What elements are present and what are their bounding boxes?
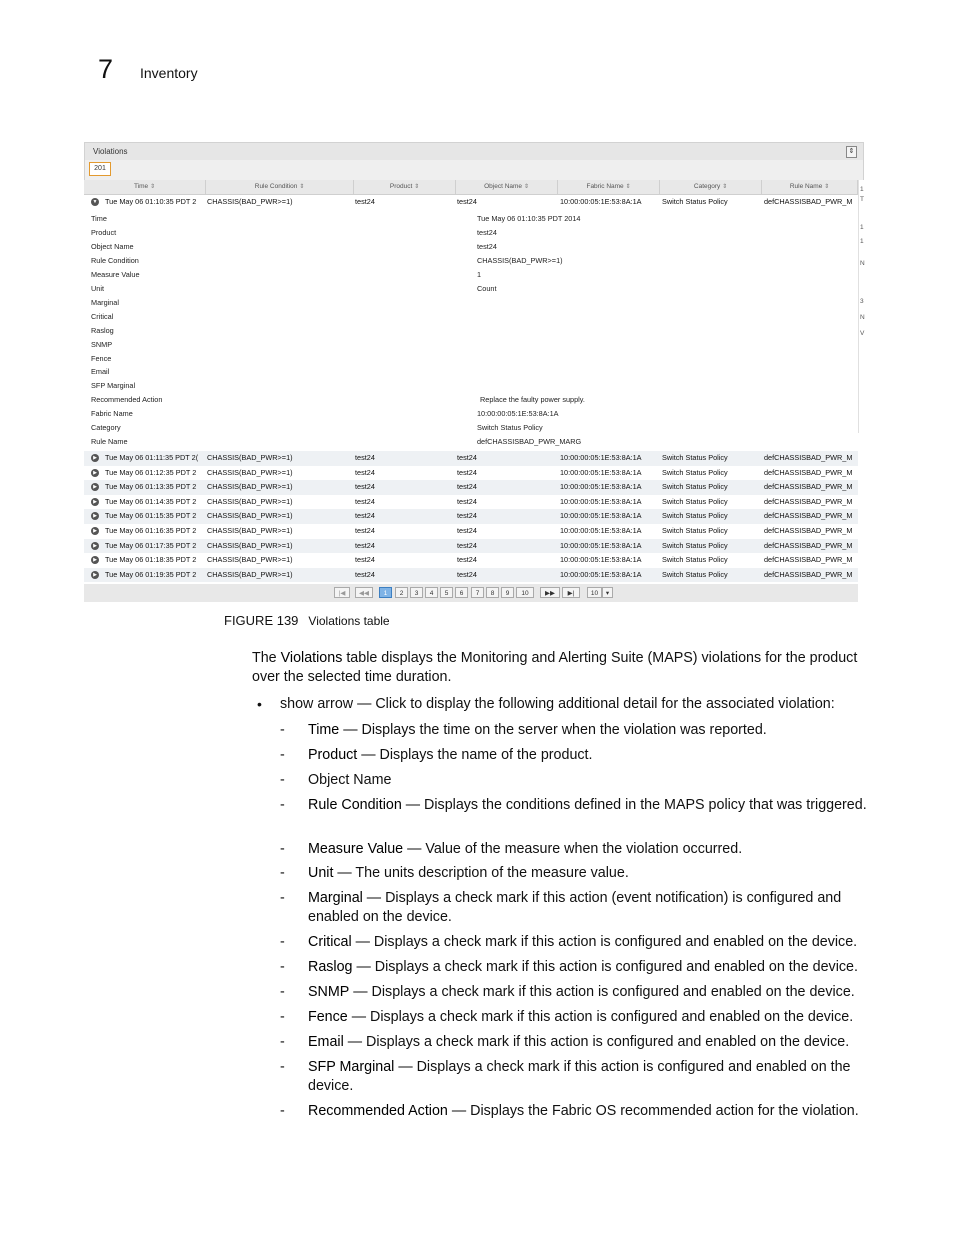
expand-icon[interactable]: ⇕: [846, 146, 857, 158]
item-desc: — Displays a check mark if this action is configured and enabled on the device.: [349, 984, 855, 1000]
detail-value: test24: [477, 227, 497, 237]
dash-marker: -: [280, 841, 285, 857]
cell-rule-condition: CHASSIS(BAD_PWR>=1): [207, 496, 293, 506]
detail-label: Marginal: [91, 297, 119, 307]
page-button-8[interactable]: 8: [486, 587, 499, 598]
item-desc: — Value of the measure when the violation occurred.: [403, 841, 743, 857]
table-header: [84, 180, 858, 195]
column-header-rule-condition[interactable]: [206, 180, 354, 194]
cell-object-name: test24: [457, 197, 477, 206]
item-text: [308, 1008, 876, 1027]
sort-icon[interactable]: ⇕: [824, 184, 830, 190]
item-text: [308, 983, 876, 1002]
dash-marker: -: [280, 797, 285, 813]
cell-fabric-name: 10:00:00:05:1E:53:8A:1A: [560, 526, 642, 535]
cell-product: test24: [355, 453, 375, 462]
last-page-button[interactable]: ▶|: [562, 587, 580, 598]
cell-category: Switch Status Policy: [662, 453, 728, 462]
cell-time: Tue May 06 01:19:35 PDT 2: [105, 569, 197, 579]
cell-rule-condition: CHASSIS(BAD_PWR>=1): [207, 569, 293, 579]
detail-label: Fence: [91, 353, 112, 363]
cell-category: Switch Status Policy: [662, 496, 728, 506]
table-row[interactable]: [84, 568, 858, 583]
show-arrow-icon[interactable]: ▶: [91, 512, 99, 520]
page-button-9[interactable]: 9: [501, 587, 514, 598]
table-row[interactable]: [84, 466, 858, 481]
detail-value: Switch Status Policy: [477, 423, 543, 433]
cell-product: test24: [355, 482, 375, 492]
cell-rule-condition: CHASSIS(BAD_PWR>=1): [207, 511, 293, 521]
dash-marker: -: [280, 1034, 285, 1050]
column-header-rule-name[interactable]: [762, 180, 858, 194]
cell-rule-name: defCHASSISBAD_PWR_M: [764, 555, 853, 565]
dash-marker: -: [280, 747, 285, 763]
page-button-3[interactable]: 3: [410, 587, 423, 598]
bullet-marker: •: [257, 696, 262, 712]
chevron-down-icon[interactable]: ▾: [602, 587, 613, 598]
item-text: [308, 889, 876, 927]
clipped-char: N: [860, 260, 865, 267]
column-label: Object Name: [484, 183, 523, 190]
cell-fabric-name: 10:00:00:05:1E:53:8A:1A: [560, 197, 642, 206]
item-text: [308, 1058, 876, 1096]
clipped-column-strip: [858, 180, 865, 433]
cell-rule-name: defCHASSISBAD_PWR_M: [764, 540, 853, 550]
cell-rule-name: defCHASSISBAD_PWR_M: [764, 526, 853, 535]
detail-label: Critical: [91, 311, 114, 321]
cell-object-name: test24: [457, 555, 477, 565]
cell-category: Switch Status Policy: [662, 526, 728, 535]
violation-count-badge: 201: [89, 162, 111, 176]
clipped-char: 3: [860, 298, 864, 305]
cell-time: Tue May 06 01:14:35 PDT 2: [105, 496, 197, 506]
clipped-char: 1: [860, 224, 864, 231]
intro-term: Violations: [280, 650, 343, 666]
cell-category: Switch Status Policy: [662, 555, 728, 565]
cell-rule-condition: CHASSIS(BAD_PWR>=1): [207, 453, 293, 462]
item-text: [308, 796, 876, 815]
item-term: Fence: [308, 1009, 348, 1025]
sort-icon[interactable]: ⇕: [299, 184, 305, 190]
item-term: Raslog: [308, 959, 353, 975]
cell-category: Switch Status Policy: [662, 467, 728, 477]
cell-product: test24: [355, 467, 375, 477]
item-desc: — Displays a check mark if this action is configured and enabled on the device.: [351, 934, 858, 950]
figure-caption: [224, 613, 390, 628]
sort-icon[interactable]: ⇕: [722, 184, 728, 190]
item-desc: — Displays the time on the server when the violation was reported.: [339, 722, 767, 738]
show-arrow-icon[interactable]: ▶: [91, 454, 99, 462]
detail-label: Email: [91, 367, 110, 377]
detail-label: SFP Marginal: [91, 381, 136, 391]
show-arrow-icon[interactable]: ▶: [91, 556, 99, 564]
cell-category: Switch Status Policy: [662, 197, 728, 206]
column-header-category[interactable]: [660, 180, 762, 194]
panel-titlebar: [84, 142, 864, 161]
item-term: Unit: [308, 865, 334, 881]
cell-rule-condition: CHASSIS(BAD_PWR>=1): [207, 482, 293, 492]
item-text: [308, 840, 876, 859]
cell-time: Tue May 06 01:13:35 PDT 2: [105, 482, 197, 492]
item-term: Time: [308, 722, 340, 738]
sort-icon[interactable]: ⇕: [149, 184, 156, 190]
page-button-5[interactable]: 5: [440, 587, 453, 598]
cell-rule-condition: CHASSIS(BAD_PWR>=1): [207, 526, 293, 535]
item-term: Measure Value: [308, 841, 404, 857]
show-arrow-icon[interactable]: ▶: [91, 483, 99, 491]
page-button-10[interactable]: 10: [516, 587, 534, 598]
cell-rule-condition: CHASSIS(BAD_PWR>=1): [207, 555, 293, 565]
item-desc: — Displays the name of the product.: [357, 747, 593, 763]
detail-label: Object Name: [91, 241, 134, 251]
item-term: Critical: [308, 934, 352, 950]
item-desc: — Displays a check mark if this action is configured and enabled on the device.: [352, 959, 858, 975]
show-arrow-icon[interactable]: ▶: [91, 571, 99, 579]
column-header-product[interactable]: [354, 180, 456, 194]
detail-label: Fabric Name: [91, 409, 133, 419]
cell-object-name: test24: [457, 482, 477, 492]
column-label: Category: [693, 183, 721, 190]
detail-label: Time: [91, 214, 107, 223]
cell-time: Tue May 06 01:18:35 PDT 2: [105, 555, 197, 565]
panel-title: Violations: [93, 147, 128, 156]
item-text: [308, 864, 876, 883]
clipped-char: 1: [860, 186, 864, 193]
collapse-arrow-icon[interactable]: ▼: [92, 199, 98, 205]
detail-label: Measure Value: [91, 269, 140, 279]
item-text: [308, 933, 876, 952]
item-text: [308, 721, 876, 740]
column-header-object-name[interactable]: [456, 180, 558, 194]
item-term: SNMP: [308, 984, 350, 1000]
first-page-button[interactable]: |◀: [334, 587, 350, 598]
column-label: Rule Name: [789, 183, 823, 190]
dash-marker: -: [280, 984, 285, 1000]
cell-rule-name: defCHASSISBAD_PWR_M: [764, 569, 853, 579]
item-term: Email: [308, 1034, 344, 1050]
prev-page-button[interactable]: ◀◀: [355, 587, 373, 598]
cell-fabric-name: 10:00:00:05:1E:53:8A:1A: [560, 496, 642, 506]
cell-time: Tue May 06 01:10:35 PDT 2: [105, 197, 197, 206]
cell-time: Tue May 06 01:11:35 PDT 2(: [105, 453, 199, 462]
clipped-char: T: [860, 196, 864, 203]
clipped-char: V: [860, 330, 865, 337]
detail-value: defCHASSISBAD_PWR_MARG: [477, 437, 582, 447]
dash-marker: -: [280, 722, 285, 738]
cell-fabric-name: 10:00:00:05:1E:53:8A:1A: [560, 453, 642, 462]
violation-detail-panel: [84, 210, 858, 450]
cell-object-name: test24: [457, 511, 477, 521]
sort-icon[interactable]: ⇕: [523, 184, 529, 190]
chapter-number: 7: [98, 54, 114, 84]
cell-category: Switch Status Policy: [662, 569, 728, 579]
cell-object-name: test24: [457, 467, 477, 477]
dash-marker: -: [280, 959, 285, 975]
sort-icon[interactable]: ⇕: [625, 184, 631, 190]
cell-object-name: test24: [457, 540, 477, 550]
cell-time: Tue May 06 01:15:35 PDT 2: [105, 511, 197, 521]
item-desc: — Displays the conditions defined in the MAPS policy that was triggered.: [401, 797, 867, 813]
page-button-4[interactable]: 4: [425, 587, 438, 598]
cell-rule-name: defCHASSISBAD_PWR_M: [764, 482, 853, 492]
item-desc: Object Name: [308, 772, 392, 788]
detail-label: Rule Condition: [91, 255, 139, 265]
detail-label: Recommended Action: [91, 395, 163, 405]
item-text: [308, 958, 876, 977]
cell-fabric-name: 10:00:00:05:1E:53:8A:1A: [560, 482, 642, 492]
cell-product: test24: [355, 526, 375, 535]
page-button-2[interactable]: 2: [395, 587, 408, 598]
cell-object-name: test24: [457, 569, 477, 579]
clipped-char: 1: [860, 238, 864, 245]
cell-time: Tue May 06 01:16:35 PDT 2: [105, 526, 197, 535]
table-row[interactable]: [84, 480, 858, 495]
detail-value: Tue May 06 01:10:35 PDT 2014: [477, 214, 581, 223]
item-desc: — Displays a check mark if this action is configured and enabled on the device.: [343, 1034, 850, 1050]
item-desc: — The units description of the measure value.: [333, 865, 629, 881]
intro-pre: The: [252, 650, 281, 666]
column-header-fabric-name[interactable]: [558, 180, 660, 194]
detail-value: Replace the faulty power supply.: [480, 395, 585, 405]
cell-time: Tue May 06 01:17:35 PDT 2: [105, 540, 197, 550]
dash-marker: -: [280, 865, 285, 881]
detail-label: Category: [91, 423, 121, 433]
show-arrow-icon[interactable]: ▶: [91, 527, 99, 535]
table-row[interactable]: [84, 495, 858, 510]
detail-value: Count: [477, 283, 497, 293]
violations-screenshot: [84, 142, 864, 602]
cell-time: Tue May 06 01:12:35 PDT 2: [105, 467, 197, 477]
show-arrow-icon[interactable]: ▶: [91, 498, 99, 506]
cell-category: Switch Status Policy: [662, 511, 728, 521]
page-button-7[interactable]: 7: [471, 587, 484, 598]
cell-fabric-name: 10:00:00:05:1E:53:8A:1A: [560, 540, 642, 550]
item-desc: — Displays a check mark if this action is configured and enabled on the device.: [308, 1059, 851, 1094]
detail-value: 10:00:00:05:1E:53:8A:1A: [477, 409, 559, 419]
cell-product: test24: [355, 511, 375, 521]
item-desc: — Displays a check mark if this action (event notification) is configured and enabled on the device.: [308, 890, 842, 925]
item-text: [308, 771, 876, 790]
table-row[interactable]: [84, 539, 858, 554]
clipped-char: N: [860, 314, 865, 321]
detail-label: SNMP: [91, 339, 113, 349]
cell-rule-name: defCHASSISBAD_PWR_M: [764, 496, 853, 506]
column-header-time[interactable]: [84, 180, 206, 194]
item-term: SFP Marginal: [308, 1059, 395, 1075]
dash-marker: -: [280, 1009, 285, 1025]
detail-label: Unit: [91, 283, 104, 293]
cell-rule-condition: CHASSIS(BAD_PWR>=1): [207, 540, 293, 550]
cell-rule-condition: CHASSIS(BAD_PWR>=1): [207, 467, 293, 477]
detail-label: Product: [91, 227, 117, 237]
cell-fabric-name: 10:00:00:05:1E:53:8A:1A: [560, 467, 642, 477]
cell-rule-name: defCHASSISBAD_PWR_M: [764, 467, 853, 477]
item-desc: — Displays the Fabric OS recommended action for the violation.: [447, 1103, 859, 1119]
table-row[interactable]: [84, 509, 858, 524]
cell-fabric-name: 10:00:00:05:1E:53:8A:1A: [560, 555, 642, 565]
column-label: Product: [389, 183, 413, 190]
cell-rule-name: defCHASSISBAD_PWR_M: [764, 197, 853, 206]
cell-product: test24: [355, 496, 375, 506]
cell-product: test24: [355, 569, 375, 579]
item-text: [308, 1033, 876, 1052]
detail-value: test24: [477, 241, 497, 251]
intro-post: table displays the Monitoring and Alerting Suite (MAPS) violations for the product over the selected time duration.: [252, 650, 858, 685]
detail-label: Rule Name: [91, 437, 128, 447]
cell-product: test24: [355, 197, 375, 206]
cell-object-name: test24: [457, 526, 477, 535]
item-text: [308, 746, 876, 765]
column-label: Fabric Name: [586, 183, 624, 190]
cell-fabric-name: 10:00:00:05:1E:53:8A:1A: [560, 511, 642, 521]
cell-object-name: test24: [457, 453, 477, 462]
bullet-text: show arrow — Click to display the following additional detail for the associated violation:: [280, 696, 835, 712]
dash-marker: -: [280, 1103, 285, 1119]
expanded-row[interactable]: [84, 195, 858, 210]
dash-marker: -: [280, 890, 285, 906]
table-row[interactable]: [84, 451, 858, 466]
column-label: Time: [133, 183, 149, 190]
column-label: Rule Condition: [254, 183, 298, 190]
detail-value: 1: [477, 269, 482, 279]
item-term: Marginal: [308, 890, 363, 906]
page-size-select[interactable]: 10: [587, 587, 602, 598]
pagination-bar: [84, 584, 858, 602]
figure-number: FIGURE 139: [224, 613, 299, 628]
item-term: Product: [308, 747, 358, 763]
table-row[interactable]: [84, 524, 858, 539]
item-term: Recommended Action: [308, 1103, 448, 1119]
figure-title: Violations table: [308, 614, 390, 628]
count-row: [84, 160, 864, 180]
cell-object-name: test24: [457, 496, 477, 506]
detail-label: Raslog: [91, 325, 114, 335]
cell-product: test24: [355, 555, 375, 565]
item-text: [308, 1102, 876, 1121]
chapter-title: Inventory: [140, 65, 198, 81]
intro-paragraph: [252, 649, 872, 687]
cell-rule-condition: CHASSIS(BAD_PWR>=1): [207, 197, 293, 206]
cell-fabric-name: 10:00:00:05:1E:53:8A:1A: [560, 569, 642, 579]
dash-marker: -: [280, 934, 285, 950]
cell-rule-name: defCHASSISBAD_PWR_M: [764, 453, 853, 462]
item-desc: — Displays a check mark if this action is configured and enabled on the device.: [347, 1009, 854, 1025]
cell-product: test24: [355, 540, 375, 550]
cell-rule-name: defCHASSISBAD_PWR_M: [764, 511, 853, 521]
cell-category: Switch Status Policy: [662, 482, 728, 492]
show-arrow-icon[interactable]: ▶: [91, 542, 99, 550]
cell-category: Switch Status Policy: [662, 540, 728, 550]
detail-value: CHASSIS(BAD_PWR>=1): [477, 255, 563, 265]
next-page-button[interactable]: ▶▶: [540, 587, 560, 598]
dash-marker: -: [280, 772, 285, 788]
table-row[interactable]: [84, 553, 858, 568]
item-term: Rule Condition: [308, 797, 402, 813]
dash-marker: -: [280, 1059, 285, 1075]
page-button-6[interactable]: 6: [455, 587, 468, 598]
sort-icon[interactable]: ⇕: [414, 184, 420, 190]
page-button-1[interactable]: 1: [379, 587, 392, 598]
show-arrow-icon[interactable]: ▶: [91, 469, 99, 477]
